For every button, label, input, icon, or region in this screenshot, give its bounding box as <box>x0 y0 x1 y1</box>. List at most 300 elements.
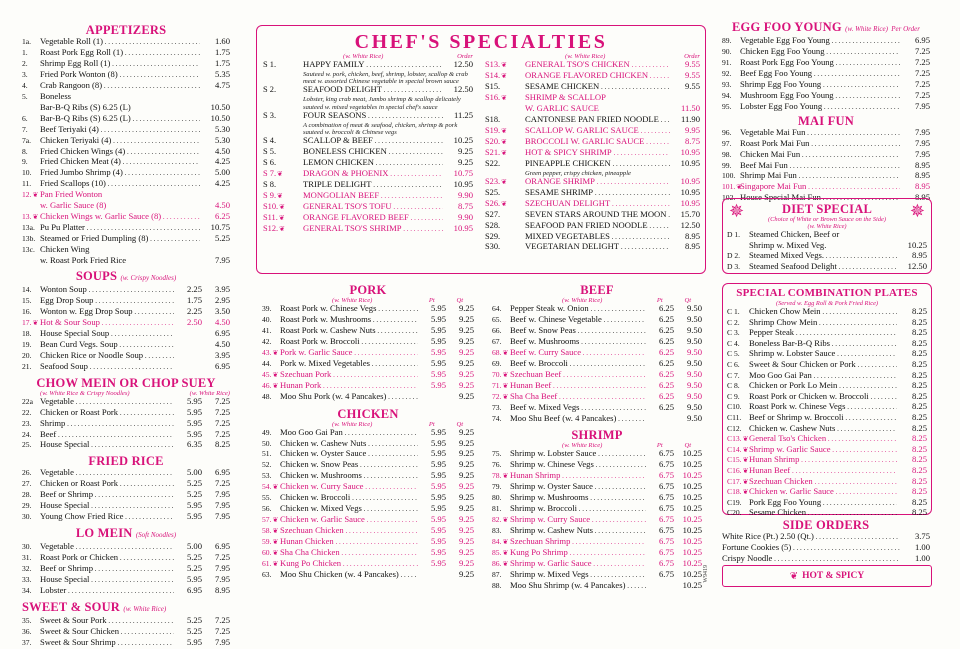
price: 8.25 <box>911 337 927 348</box>
item-number: D 2. <box>727 251 741 261</box>
menu-item <box>727 371 927 382</box>
item-name: Lobster Egg Foo Young . . . <box>740 102 900 113</box>
item-name: Pepper Steak . . . <box>749 328 897 339</box>
item-number: S15. <box>485 81 501 91</box>
price: 9.55 <box>684 69 700 80</box>
item-name: CANTONESE PAN FRIED NOODLE . . . <box>525 115 670 126</box>
item-number: S 4. <box>263 136 277 146</box>
menu-item <box>722 554 930 565</box>
price: 5.30 <box>214 123 230 134</box>
menu-item <box>722 69 930 80</box>
item-number: 22. <box>22 407 32 417</box>
price: 9.55 <box>684 80 700 91</box>
price-quart: 9.25 <box>458 514 474 525</box>
price: 8.95 <box>914 159 930 170</box>
menu-item <box>722 128 930 139</box>
item-number: 17. ❦ <box>22 318 40 329</box>
price-pint: 5.95 <box>430 470 446 481</box>
item-name: Steamed or Fried Dumpling (8) . . . <box>40 234 200 245</box>
price-quart: 6.95 <box>214 360 230 371</box>
menu-item <box>485 159 700 170</box>
item-name: Chicken w. Mixed Vegs . . . <box>280 504 418 515</box>
menu-item <box>263 136 473 147</box>
chefs-left: (w. White Rice) Order S 1. HAPPY FAMILY . . . 12.50 Sauteed w. pork, chicken, beef, shrimp, lobster, scallop & crab meat w. assorted Chinese vegetable in special brown sauce S 2. SEAFOOD DELIGHT . . . 12.50 Lobster, king crab meat, Jumbo shrimp & scallop delicately sauteed w. mixed vegetables in special chef's sauce S 3. FOUR SEASONS . . . 11.25 A combination of meat & seafood, chicken, shrimp & pork sauteed w. broccoli & Chinese vegs S 4. SCALLOP & BEEF . . . 10.25 S 5. BONELESS CHICKEN . . . 9.25 S 6. LEMON CHICKEN . . . 9.25 S 7. ❦ DRAGON & PHOENIX . . . 10.75 S 8. TRIPLE DELIGHT . . . 10.95 S 9. ❦ MONGOLIAN BEEF . . . 9.90 S10. ❦ GENERAL TSO'S TOFU . . . 8.75 S11. ❦ ORANGE FLAVORED BEEF . . . 9.90 S12. ❦ GENERAL TSO'S SHRIMP . . . 10.95 <box>263 53 473 253</box>
price-quart: 10.25 <box>682 470 702 481</box>
price-quart: 7.95 <box>214 500 230 511</box>
menu-item <box>22 147 230 158</box>
chowmein-heading: CHOW MEIN OR CHOP SUEY <box>36 375 216 390</box>
menu-item <box>262 381 474 392</box>
price: 7.95 <box>914 148 930 159</box>
item-number: S14. ❦ <box>485 71 525 82</box>
price-pint: 6.75 <box>658 503 674 514</box>
item-name: Boneless <box>40 91 72 101</box>
item-name: SCALLOP & BEEF . . . <box>303 136 443 147</box>
menu-item <box>727 318 927 329</box>
sweetsour-list <box>22 616 230 649</box>
price-pint: 6.75 <box>658 558 674 569</box>
price-pint: 1.75 <box>186 294 202 305</box>
price-quart: 9.50 <box>686 401 702 412</box>
item-number: S27. <box>485 209 501 219</box>
price-quart: 8.25 <box>214 439 230 450</box>
price-quart: 6.95 <box>214 541 230 552</box>
item-number: S22. <box>485 158 501 168</box>
price-pint: 5.25 <box>186 563 202 574</box>
eggfoo-heading: EGG FOO YOUNG (w. White Rice) Per Order <box>732 20 920 34</box>
price: 8.25 <box>911 475 927 486</box>
price-quart: 7.25 <box>214 552 230 563</box>
item-number: 74. <box>492 413 502 423</box>
item-name: Roast Pork or Chicken w. Broccoli . . . <box>749 392 897 403</box>
item-number: 3. <box>22 69 28 79</box>
price-quart: 10.25 <box>682 481 702 492</box>
menu-item <box>22 318 230 329</box>
item-name: Egg Drop Soup . . . <box>40 296 174 307</box>
appetizers-heading: APPETIZERS <box>85 23 167 37</box>
menu-item <box>22 627 230 638</box>
item-number: 1. <box>22 47 28 57</box>
menu-item <box>485 188 700 199</box>
item-number: 18. <box>22 328 32 338</box>
price-pint: 5.95 <box>430 303 446 313</box>
item-name: Kung Po Shrimp . . . <box>510 548 646 559</box>
menu-item <box>727 360 927 371</box>
menu-item <box>722 150 930 161</box>
price-quart: 10.25 <box>682 547 702 558</box>
item-name: SESAME SHRIMP . . . <box>525 188 670 199</box>
item-number: S25. <box>485 187 501 197</box>
price-pint: 5.25 <box>186 552 202 563</box>
menu-item <box>485 93 700 104</box>
item-name: SEVEN STARS AROUND THE MOON . . . <box>525 210 670 221</box>
item-name: GENERAL TSO'S SHRIMP . . . <box>303 224 443 235</box>
item-number: 86. ❦ <box>492 559 510 570</box>
price-quart: 6.95 <box>214 467 230 478</box>
item-number: C12. <box>727 423 742 433</box>
price: 7.95 <box>914 126 930 137</box>
item-number: C14. ❦ <box>727 445 749 456</box>
menu-item <box>492 570 702 581</box>
item-number: 88. <box>492 580 502 590</box>
item-name: Shrimp w. Garlic Sauce . . . <box>510 559 646 570</box>
item-number: 12. ❦ <box>22 190 40 201</box>
item-name: House Special . . . <box>40 501 174 512</box>
item-number: 13b. <box>22 234 36 244</box>
item-number: 45. ❦ <box>262 370 280 381</box>
item-description: Lobster, king crab meat, Jumbo shrimp & scallop delicately sauteed w. mixed vegetables in special chef's sauce <box>303 96 461 111</box>
item-name: Beef Teriyaki (4) . . . <box>40 125 200 136</box>
item-name: PINEAPPLE CHICKEN . . . <box>525 159 670 170</box>
menu-item <box>22 223 230 234</box>
menu-item <box>727 466 927 477</box>
item-name: Szechuan Chicken . . . <box>749 477 897 488</box>
item-name: Shrimp w. Curry Sauce . . . <box>510 515 646 526</box>
price-quart: 9.50 <box>686 379 702 390</box>
item-name: Beef Mai Fun . . . <box>740 161 900 172</box>
item-name: Vegetable . . . <box>40 468 174 479</box>
price: 1.00 <box>914 552 930 563</box>
menu-item <box>485 242 700 253</box>
item-name: Roast Pork w. Mushrooms . . . <box>280 315 418 326</box>
price-quart: 2.95 <box>214 294 230 305</box>
menu-item <box>492 381 702 392</box>
item-number: S13. ❦ <box>485 60 525 71</box>
menu-item <box>263 213 473 224</box>
item-number: C 3. <box>727 328 740 338</box>
price-pint: 6.75 <box>658 514 674 525</box>
item-number: 13a. <box>22 223 35 233</box>
item-number: 56. <box>262 504 272 514</box>
item-number: 7. <box>22 124 28 134</box>
item-name: Chicken Wing <box>40 245 90 255</box>
item-name: Hunan Shrimp . . . <box>749 455 897 466</box>
item-name: Szechuan Shrimp . . . <box>510 537 646 548</box>
item-name: Chicken w. Curry Sauce . . . <box>280 482 418 493</box>
item-name: Chicken Chow Mein . . . <box>749 307 897 318</box>
chowmein-list <box>22 397 230 452</box>
item-name: Shrimp w. Lobster Sauce . . . <box>510 449 646 460</box>
item-number: 50. <box>262 438 272 448</box>
item-name: TRIPLE DELIGHT . . . <box>303 180 443 191</box>
price: 8.25 <box>911 348 927 359</box>
item-name: LEMON CHICKEN . . . <box>303 158 443 169</box>
price: 8.25 <box>911 369 927 380</box>
item-name: Sha Cha Beef . . . <box>510 392 646 403</box>
diet-heading: DIET SPECIAL <box>781 202 873 216</box>
item-name: Chicken Wings w. Garlic Sauce (8) . . . <box>40 212 200 223</box>
item-name: Beef w. Chinese Vegetable . . . <box>510 315 646 326</box>
item-name: Hunan Shrimp . . . <box>510 471 646 482</box>
item-number: 85. ❦ <box>492 548 510 559</box>
price: 9.25 <box>457 156 473 167</box>
price-quart: 9.50 <box>686 412 702 423</box>
item-number: 82. ❦ <box>492 515 510 526</box>
menu-item <box>22 168 230 179</box>
price-quart: 10.25 <box>682 536 702 547</box>
item-name: Vegetable Mai Fun . . . <box>740 128 900 139</box>
item-name: ORANGE SHRIMP . . . <box>525 177 670 188</box>
item-number: S 7. ❦ <box>263 169 303 180</box>
price-pint: 6.75 <box>658 525 674 536</box>
pork-chicken-column: PORK (w. White Rice) Pt Qt 39. Roast Pork w. Chinese Vegs . . . 5.95 9.25 40. Roast Pork w. Mushrooms . . . 5.95 9.25 41. Roast Pork w. Cashew Nuts . . . 5.95 9.25 42. Roast Pork w. Broccoli . . . 5.95 9.25 43. ❦ Pork w. Garlic Sauce . . . 5.95 9.25 44. Pork w. Mixed Vegetables . . . 5.95 9.25 45. ❦ Szechuan Pork . . . 5.95 9.25 46. ❦ Hunan Pork . . . 5.95 9.25 48. Moo Shu Pork (w. 4 Pancakes) . . . 9.25 CHICKEN (w. White Rice) Pt Qt 49. Moo Goo Gai Pan . . . 5.95 9.25 50. Chicken w. Cashew Nuts . . . 5.95 9.25 51. Chicken w. Oyster Sauce . . . 5.95 9.25 52. Chicken w. Snow Peas . . . 5.95 9.25 53. Chicken w. Mushrooms . . . 5.95 9.25 54. ❦ Chicken w. Curry Sauce . . . 5.95 9.25 55. Chicken w. Broccoli . . . 5.95 9.25 56. Chicken w. Mixed Vegs . . . 5.95 9.25 57. ❦ Chicken w. Garlic Sauce . . . 5.95 9.25 58. ❦ Szechuan Chicken . . . 5.95 9.25 59. ❦ Hunan Chicken . . . 5.95 9.25 60. ❦ Sha Cha Chicken . . . 5.95 9.25 61. ❦ Kung Po Chicken . . . 5.95 9.25 63. Moo Shu Chicken (w. 4 Pancakes) . . . 9.25 <box>262 283 474 581</box>
menu-item <box>722 161 930 172</box>
item-name: Steamed Mixed Vegs. . . . <box>749 251 897 262</box>
item-number: 2. <box>22 58 28 68</box>
item-name: Shrimp w. Oyster Sauce . . . <box>510 482 646 493</box>
price: 4.25 <box>214 156 230 167</box>
price-quart: 4.50 <box>214 338 230 349</box>
combo-heading: SPECIAL COMBINATION PLATES <box>736 287 918 299</box>
price-quart: 7.25 <box>214 395 230 406</box>
menu-item <box>262 570 474 581</box>
item-number: 66. <box>492 325 502 335</box>
price: 8.25 <box>911 306 927 316</box>
menu-item <box>22 586 230 597</box>
item-name: Fried Pork Wonton (8) . . . <box>40 70 200 81</box>
item-name: SEAFOOD PAN FRIED NOODLE . . . <box>525 221 670 232</box>
item-name: Crispy Noodle . . . <box>722 554 900 565</box>
menu-item <box>263 111 473 122</box>
price: 10.50 <box>210 112 230 123</box>
item-number: 90. <box>722 46 732 56</box>
item-name: Chicken Rice or Noodle Soup . . . <box>40 351 174 362</box>
item-number: C20. <box>727 508 742 518</box>
price: 8.95 <box>914 170 930 181</box>
item-name: SCALLOP W. GARLIC SAUCE . . . <box>525 126 670 137</box>
price-pint: 6.25 <box>658 401 674 412</box>
item-number: 91. <box>722 57 732 67</box>
menu-item <box>22 408 230 419</box>
menu-item <box>722 91 930 102</box>
item-number: 51. <box>262 449 272 459</box>
item-name: GENERAL TSO'S TOFU . . . <box>303 202 443 213</box>
item-name: Shrimp w. Mixed Vegs . . . <box>510 570 646 581</box>
item-number: 33. <box>22 575 32 585</box>
price-quart: 8.95 <box>214 584 230 595</box>
price: 11.90 <box>680 113 700 124</box>
menu-item <box>485 82 700 93</box>
price-quart: 9.25 <box>458 536 474 547</box>
price: 8.25 <box>911 422 927 433</box>
price: 1.60 <box>214 36 230 46</box>
item-name: Singapore Mai Fun . . . <box>740 182 900 193</box>
price-pint: 5.95 <box>430 313 446 324</box>
item-number: 5. <box>22 91 28 101</box>
item-name: Wonton w. Egg Drop Soup . . . <box>40 307 174 318</box>
menu-item <box>727 349 927 360</box>
price-pint: 5.95 <box>186 574 202 585</box>
menu-item <box>22 201 230 212</box>
item-name: Roast Pork w. Chinese Vegs . . . <box>749 402 897 413</box>
menu-item <box>263 85 473 96</box>
price-quart: 7.95 <box>214 563 230 574</box>
price-pint: 5.25 <box>186 478 202 489</box>
menu-item <box>22 351 230 362</box>
item-number: S18. <box>485 114 501 124</box>
item-number: 22a <box>22 396 33 406</box>
item-name: w. Garlic Sauce (8) <box>40 201 107 211</box>
price: 10.95 <box>680 175 700 186</box>
item-name: Chicken Mai Fun . . . <box>740 150 900 161</box>
item-name: MONGOLIAN BEEF . . . <box>303 191 443 202</box>
item-number: C 1. <box>727 307 740 316</box>
item-name: Vegetable Roll (1) . . . <box>40 37 200 48</box>
item-number: 80. <box>492 493 502 503</box>
item-name: Steamed Chicken, Beef or <box>749 230 840 239</box>
price-quart: 9.25 <box>458 379 474 390</box>
item-name: House Special Mai Fun . . . <box>740 193 900 204</box>
item-name: Shrimp Chow Mein . . . <box>749 318 897 329</box>
price-pint: 5.95 <box>430 459 446 470</box>
lomein-heading: LO MEIN (Soft Noodles) <box>75 526 177 541</box>
menu-item <box>727 487 927 498</box>
item-description: Sauteed w. pork, chicken, beef, shrimp, lobster, scallop & crab meat w. assorted Chinese vegetable in special brown sauce <box>303 70 468 86</box>
item-number: 93. <box>722 79 732 89</box>
price-pint: 5.95 <box>430 514 446 525</box>
menu-item <box>22 59 230 70</box>
price: 5.00 <box>214 167 230 178</box>
price: 8.95 <box>914 192 930 203</box>
price: 12.50 <box>680 219 700 230</box>
shrimp-heading: SHRIMP <box>571 428 623 443</box>
price-quart: 9.25 <box>458 313 474 324</box>
item-number: 44. <box>262 358 272 368</box>
item-number: S20. ❦ <box>485 137 525 148</box>
item-name: Shrimp w. Lobster Sauce . . . <box>749 349 897 360</box>
price: 10.95 <box>680 157 700 168</box>
price-pint: 5.95 <box>430 426 446 437</box>
item-name: Shrimp w. Broccoli . . . <box>510 504 646 515</box>
menu-item <box>22 340 230 351</box>
menu-item <box>722 532 930 543</box>
item-number: 28. <box>22 490 32 500</box>
price: 6.25 <box>214 211 230 222</box>
chicken-heading: CHICKEN <box>337 406 399 421</box>
item-number: C 5. <box>727 349 740 359</box>
item-number: 39. <box>262 304 272 313</box>
price: 8.25 <box>911 507 927 518</box>
price-quart: 9.25 <box>458 390 474 401</box>
price: 1.75 <box>214 57 230 68</box>
price-quart: 10.25 <box>682 459 702 470</box>
price-quart: 3.95 <box>214 349 230 360</box>
price-pint: 5.00 <box>186 541 202 552</box>
price-quart: 9.50 <box>686 313 702 324</box>
item-number: S 9. ❦ <box>263 191 303 202</box>
price: 11.25 <box>453 109 473 120</box>
lomein-list <box>22 542 230 597</box>
price: 10.75 <box>453 167 473 178</box>
menu-item <box>263 169 473 180</box>
menu-item <box>485 177 700 188</box>
price-quart: 9.25 <box>458 426 474 437</box>
price-pint: 5.95 <box>430 357 446 368</box>
menu-item <box>492 403 702 414</box>
item-name: Fried Chicken Wings (4) . . . <box>40 147 200 158</box>
menu-item <box>22 256 230 267</box>
item-number: C17. ❦ <box>727 477 749 488</box>
item-name: Roast Pork Mai Fun . . . <box>740 139 900 150</box>
item-name: Sweet & Sour Chicken or Pork . . . <box>749 360 897 371</box>
item-number: 8. <box>22 146 28 156</box>
price-pint: 5.95 <box>186 511 202 522</box>
price: 1.75 <box>214 46 230 57</box>
item-name: White Rice (Pt.) 2.50 (Qt.) . . . <box>722 532 900 543</box>
price: 7.25 <box>914 89 930 100</box>
menu-item <box>722 139 930 150</box>
item-name: Szechuan Chicken . . . <box>280 526 418 537</box>
item-number: 68. ❦ <box>492 348 510 359</box>
menu-item <box>22 212 230 223</box>
item-number: 72. ❦ <box>492 392 510 403</box>
item-name: Crab Rangoon (8) . . . <box>40 81 200 92</box>
item-number: 99. <box>722 160 732 170</box>
item-number: 55. <box>262 493 272 503</box>
price-pint: 2.25 <box>186 284 202 295</box>
price: 7.95 <box>214 255 230 266</box>
item-number: 76. <box>492 460 502 470</box>
item-name: Moo Goo Gai Pan . . . <box>749 371 897 382</box>
item-name: Beef Egg Foo Young . . . <box>740 69 900 80</box>
item-name: Shrimp Egg Roll (1) . . . <box>40 59 200 70</box>
price: 1.00 <box>914 541 930 552</box>
menu-item <box>22 125 230 136</box>
price-pint: 6.25 <box>658 324 674 335</box>
item-name: Roast Pork w. Cashew Nuts . . . <box>280 326 418 337</box>
chefs-specialties-box <box>256 25 706 274</box>
menu-item <box>727 455 927 466</box>
item-name: Fried Scallops (10) . . . <box>40 179 200 190</box>
price-quart: 7.25 <box>214 478 230 489</box>
sides-heading: SIDE ORDERS <box>782 518 870 532</box>
item-number: 31. <box>22 553 32 563</box>
price-quart: 10.25 <box>682 514 702 525</box>
item-name: Sesame Chicken . . . <box>749 508 897 519</box>
item-name: Boneless Bar-B-Q Ribs . . . <box>749 339 897 350</box>
item-number: 40. <box>262 314 272 324</box>
price: 10.95 <box>453 178 473 189</box>
price-quart: 9.25 <box>458 558 474 569</box>
menu-item <box>485 210 700 221</box>
item-number: 49. <box>262 427 272 437</box>
combo-box: SPECIAL COMBINATION PLATES (Served w. Egg Roll & Pork Fried Rice) C 1. Chicken Chow Mein . . . 8.25 C 2. Shrimp Chow Mein . . . 8.25 C 3. Pepper Steak . . . 8.25 C 4. Boneless Bar-B-Q Ribs . . . 8.25 C 5. Shrimp w. Lobster Sauce . . . 8.25 C 6. Sweet & Sour Chicken or Pork . . . 8.25 C 7. Moo Goo Gai Pan . . . 8.25 C 8. Chicken or Pork Lo Mein . . . 8.25 C 9. Roast Pork or Chicken w. Broccoli . . . 8.25 C10. Roast Pork w. Chinese Vegs . . . 8.25 C11. Beef or Shrimp w. Broccoli . . . 8.25 C12. Chicken w. Cashew Nuts . . . 8.25 C13. ❦ General Tso's Chicken . . . 8.25 C14. ❦ Shrimp w. Garlic Sauce . . . 8.25 C15. ❦ Hunan Shrimp . . . 8.25 C16. ❦ Hunan Beef . . . 8.25 C17. ❦ Szechuan Chicken . . . 8.25 C18. ❦ Chicken w. Garlic Sauce . . . 8.25 C19. Pork Egg Foo Young . . . 8.25 C20. Sesame Chicken . . . 8.25 <box>722 283 932 515</box>
price-pint: 5.95 <box>430 448 446 459</box>
friedrice-list <box>22 468 230 523</box>
price-pint: 6.75 <box>658 547 674 558</box>
item-number: 30. <box>22 542 32 552</box>
price-quart: 6.95 <box>214 327 230 338</box>
price-quart: 9.25 <box>458 459 474 470</box>
menu-item <box>22 419 230 430</box>
price-pint: 6.75 <box>658 459 674 470</box>
price-quart: 9.25 <box>458 568 474 579</box>
price: 5.25 <box>214 233 230 244</box>
item-name: Chicken or Roast Pork . . . <box>40 408 174 419</box>
price-quart: 9.50 <box>686 368 702 379</box>
price-pint: 6.75 <box>658 536 674 547</box>
price: 10.75 <box>210 222 230 233</box>
price-quart: 10.25 <box>682 492 702 503</box>
item-number: 16. <box>22 306 32 316</box>
menu-item <box>262 428 474 439</box>
price-pint: 5.95 <box>430 379 446 390</box>
menu-item <box>263 224 473 235</box>
item-number: 102. <box>722 193 736 203</box>
item-number: D 1. <box>727 230 741 239</box>
price: 10.25 <box>907 239 927 250</box>
menu-item <box>22 179 230 190</box>
